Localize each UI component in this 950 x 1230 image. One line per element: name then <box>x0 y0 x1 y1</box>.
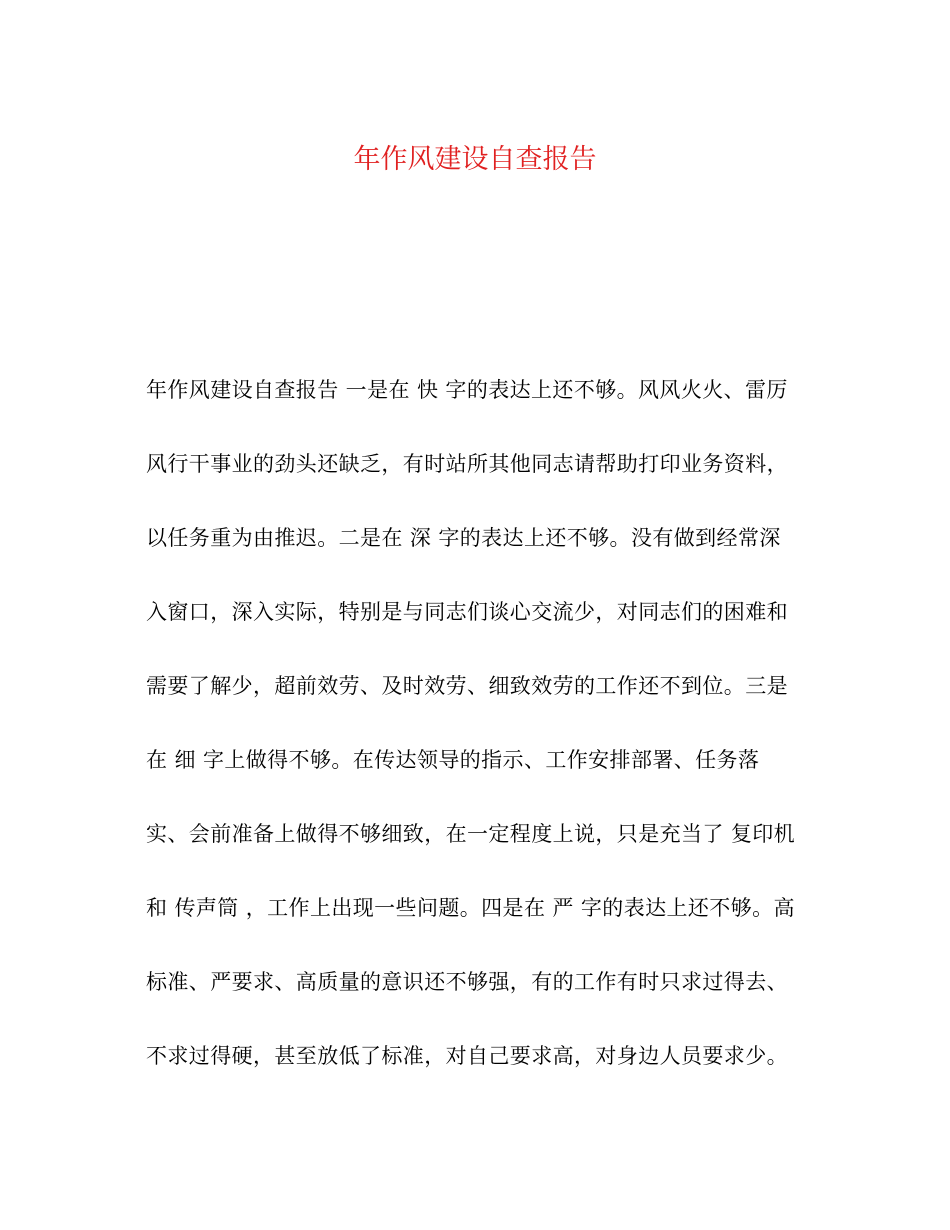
body-line: 在 细 字上做得不够。在传达领导的指示、工作安排部署、任务落 <box>146 748 760 772</box>
body-line: 和 传声筒 ，工作上出现一些问题。四是在 严 字的表达上还不够。高 <box>146 896 795 920</box>
body-line: 标准、严要求、高质量的意识还不够强，有的工作有时只求过得去、 <box>146 970 788 994</box>
body-line: 需要了解少，超前效劳、及时效劳、细致效劳的工作还不到位。三是 <box>146 674 788 698</box>
body-line: 年作风建设自查报告 一是在 快 字的表达上还不够。风风火火、雷厉 <box>146 378 788 402</box>
body-line: 实、会前准备上做得不够细致，在一定程度上说，只是充当了 复印机 <box>146 822 796 846</box>
body-line: 不求过得硬，甚至放低了标准，对自己要求高，对身边人员要求少。 <box>146 1044 788 1068</box>
document-body <box>146 370 826 1110</box>
document-title: 年作风建设自查报告 <box>353 144 597 175</box>
body-line: 入窗口，深入实际，特别是与同志们谈心交流少，对同志们的困难和 <box>146 600 788 624</box>
body-line: 风行干事业的劲头还缺乏，有时站所其他同志请帮助打印业务资料， <box>146 452 788 476</box>
body-line: 以任务重为由推迟。二是在 深 字的表达上还不够。没有做到经常深 <box>146 526 781 550</box>
